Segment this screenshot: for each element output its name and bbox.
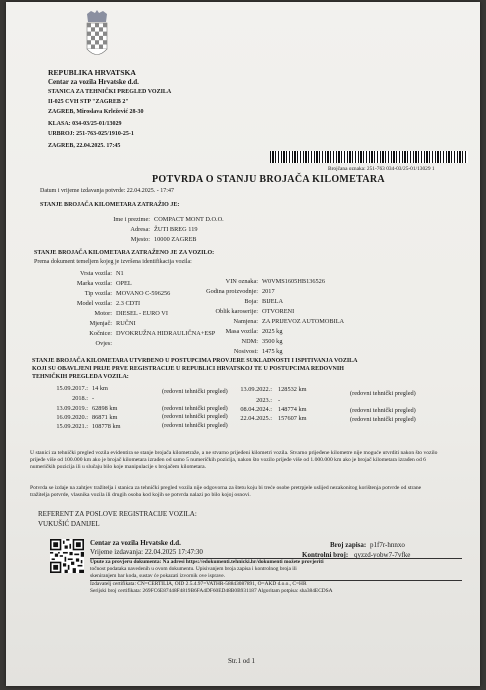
requester-heading: STANJE BROJAČA KILOMETARA ZATRAŽIO JE: — [40, 202, 180, 208]
vehicle-field-label: Vrsta vozila: — [80, 270, 112, 277]
vehicle-field-value: 2025 kg — [262, 328, 283, 335]
reading-date: 08.04.2024.: — [240, 406, 272, 413]
requester-name: COMPACT MONT D.O.O. — [154, 216, 224, 223]
liability-disclaimer: Potvrda se izdaje na zahtjev tražitelja i stanica za tehnički pregled vozila nije odgovorna za štetu koju bi treće osobe pretrpjele uslijed nezakonitog korištenja potvrde od strane tražitelja potvrde, vlasnika vozila ili drugih osoba kod kojih se potvrda nalazi po bilo kojoj osnovi. — [30, 485, 422, 498]
vehicle-field-value: N1 — [116, 270, 124, 277]
requester-address: ŽUTI BREG 119 — [154, 226, 198, 233]
croatian-coat-of-arms-icon — [84, 10, 110, 62]
verification-qr-code[interactable] — [50, 539, 84, 573]
reading-type: (redovni tehnički pregled) — [162, 388, 228, 395]
reading-type: (redovni tehnički pregled) — [350, 390, 416, 397]
certificate-serial: Serijski broj certifikata: 269FC6E87448F4819B6FA4DF60ED48B0B931187 Algoritam potpisa: sha384ECDSA — [90, 588, 333, 594]
vehicle-field-label: Ovjes: — [95, 340, 112, 347]
verification-instructions-line1: Upute za provjeru dokumenta: Na adresi https://edokumenti.tehnicki.hr/dokumenti možete provjeriti — [90, 559, 324, 565]
verification-instructions-line3: skeniranjem bar koda, sustav će pokazati izvornik ove isprave. — [90, 573, 226, 579]
signatory-role: REFERENT ZA POSLOVE REGISTRACIJE VOZILA: — [38, 510, 197, 518]
vehicle-field-value: 2.3 CDTI — [116, 300, 141, 307]
vehicle-field-value: 1475 kg — [262, 348, 283, 355]
readings-heading-line2: KOJI SU OBAVLJENI PRIJE PRVE REGISTRACIJE U REPUBLICI HRVATSKOJ TE U POSTUPCIMA REDOVNIH — [32, 366, 344, 372]
requester-name-label: Ime i prezime: — [113, 216, 150, 223]
readings-heading-line1: STANJE BROJAČA KILOMETARA UTVRĐENO U POSTUPCIMA PROVJERE SUKLADNOSTI I ISPITIVANJA VOZILA — [32, 358, 358, 364]
reading-km: 157607 km — [278, 415, 307, 422]
vehicle-field-value: OPEL — [116, 280, 132, 287]
vehicle-field-label: VIN oznaka: — [225, 278, 258, 285]
station-code: II-025 CVH STP "ZAGREB 2" — [48, 99, 129, 105]
vehicle-field-label: Motor: — [94, 310, 112, 317]
vehicle-field-label: Godina proizvodnje: — [206, 288, 258, 295]
vehicle-field-label: Tip vozila: — [84, 290, 112, 297]
reading-type: (redovni tehnički pregled) — [162, 405, 228, 412]
reading-km: 128532 km — [278, 386, 307, 393]
vehicle-heading: STANJE BROJAČA KILOMETARA ZATRAŽENO JE ZA VOZILO: — [34, 250, 215, 256]
organization-name: Centar za vozila Hrvatske d.d. — [48, 78, 139, 86]
footer-issued-time: Vrijeme izdavanja: 22.04.2025 17:47:30 — [90, 548, 203, 556]
reading-date: 13.09.2022.: — [240, 386, 272, 393]
vehicle-field-value: DVOKRUŽNA HIDRAULIČNA+ESP — [116, 330, 216, 337]
certificate-issuer: Izdavatelj certifikata: CN=CERTILIA, OID 2.5.4.97=VATHR-58843087891, O=AKD d.o.o., C=HR — [90, 581, 307, 587]
reading-type: (redovni tehnički pregled) — [350, 416, 416, 423]
reading-km: 86871 km — [92, 414, 118, 421]
record-number-label: Broj zapisa: — [330, 541, 367, 549]
document-title: POTVRDA O STANJU BROJAČA KILOMETARA — [152, 174, 385, 185]
vehicle-field-value: 3500 kg — [262, 338, 283, 345]
document-page — [6, 2, 480, 686]
requester-place-label: Mjesto: — [130, 236, 150, 243]
control-number-label: Kontrolni broj: — [302, 551, 349, 559]
urbroj: URBROJ: 251-763-025/1910-25-1 — [48, 131, 134, 137]
station-address: ZAGREB, Miroslava Krležević 28-30 — [48, 109, 144, 115]
reading-type: (redovni tehnički pregled) — [162, 422, 228, 429]
footer-organization: Centar za vozila Hrvatske d.d. — [90, 539, 181, 547]
reading-date: 15.09.2017.: — [56, 385, 88, 392]
vehicle-field-label: Masa vozila: — [225, 328, 258, 335]
reading-date: 15.09.2021.: — [56, 423, 88, 430]
verification-instructions-line2: točnost podataka navedenih u ovom dokumentu. Upisivanjem broja zapisa i kontrolnog broja ili — [90, 566, 297, 572]
reading-km: 148774 km — [278, 406, 307, 413]
vehicle-field-label: Marka vozila: — [76, 280, 112, 287]
record-number: p1f7r-hnnxo — [370, 541, 405, 549]
vehicle-field-value: MOVANO C-596256 — [116, 290, 171, 297]
reading-date: 2023.: — [256, 397, 272, 404]
vehicle-field-value: 2017 — [262, 288, 275, 295]
vehicle-field-label: Model vozila: — [76, 300, 112, 307]
vehicle-field-label: Oblik karoserije: — [215, 308, 258, 315]
control-number: qyzzd-yobw7-7vfke — [354, 551, 411, 559]
vehicle-field-value: ZA PRIJEVOZ AUTOMOBILA — [262, 318, 345, 325]
issue-datetime: Datum i vrijeme izdavanja potvrde: 22.04.2025. - 17:47 — [40, 188, 174, 194]
vehicle-field-value: RUČNI — [116, 320, 136, 327]
requester-address-label: Adresa: — [130, 226, 150, 233]
vehicle-field-label: Nosivost: — [233, 348, 258, 355]
country-name: REPUBLIKA HRVATSKA — [48, 68, 136, 77]
vehicle-intro: Prema dokument temeljem kojeg je izvršena identifikacija vozila: — [34, 259, 192, 265]
vehicle-field-value: OTVORENI — [262, 308, 295, 315]
signatory-name: VUKUŠIĆ DANIJEL — [38, 520, 100, 528]
reading-type: (redovni tehnički pregled) — [162, 413, 228, 420]
date-place: ZAGREB, 22.04.2025. 17:45 — [48, 143, 121, 149]
reading-date: 13.09.2019.: — [56, 405, 88, 412]
reading-km: 62898 km — [92, 405, 118, 412]
requester-place: 10000 ZAGREB — [154, 236, 197, 243]
vehicle-field-label: NDM: — [241, 338, 258, 345]
vehicle-field-label: Kočnice: — [89, 330, 112, 337]
document-barcode — [270, 151, 468, 163]
reading-date: 22.04.2025.: — [240, 415, 272, 422]
readings-heading-line3: TEHNIČKIH PREGLEDA VOZILA: — [32, 374, 129, 380]
reading-km: 108778 km — [92, 423, 121, 430]
barcode-caption: Brojčana oznaka: 251-763 034-03/25-01/13029 1 — [328, 166, 435, 172]
vehicle-field-value: BIJELA — [262, 298, 283, 305]
vehicle-field-label: Mjenjač: — [89, 320, 112, 327]
odometer-disclaimer: U stanici za tehnički pregled vozila evidentira se stanje brojača kilometraže, a ne stvarno prijeđeni kilometri vozila. Stvarno prijeđene kilometre nije moguće utvrditi nakon što vozilo prijeđe više od 100.000 km ako je brojač kilometara izrađen od samo 5 numeričkih pozicija, nakon što vozilo prijeđe više od 1.000.000 km ako je brojač kilometara izrađen od 6 numeričkih pozicija ili u slučaju bilo koje manipulacije s brojačem kilometara. — [30, 450, 438, 470]
station-name: STANICA ZA TEHNIČKI PREGLED VOZILA — [48, 89, 172, 95]
reading-type: (redovni tehnički pregled) — [350, 407, 416, 414]
page-number: Str.1 od 1 — [228, 657, 256, 665]
klasa: KLASA: 034-03/25-01/13029 — [48, 121, 122, 127]
reading-km: - — [92, 395, 95, 402]
reading-date: 2018.: — [72, 395, 88, 402]
reading-date: 16.09.2020.: — [56, 414, 88, 421]
reading-km: - — [278, 397, 281, 404]
reading-km: 14 km — [92, 385, 108, 392]
vehicle-field-label: Boja: — [244, 298, 258, 305]
vehicle-field-value: W0VMS1605HB136526 — [262, 278, 325, 285]
vehicle-field-value: DIESEL - EURO VI — [116, 310, 168, 317]
vehicle-field-label: Namjena: — [233, 318, 258, 325]
